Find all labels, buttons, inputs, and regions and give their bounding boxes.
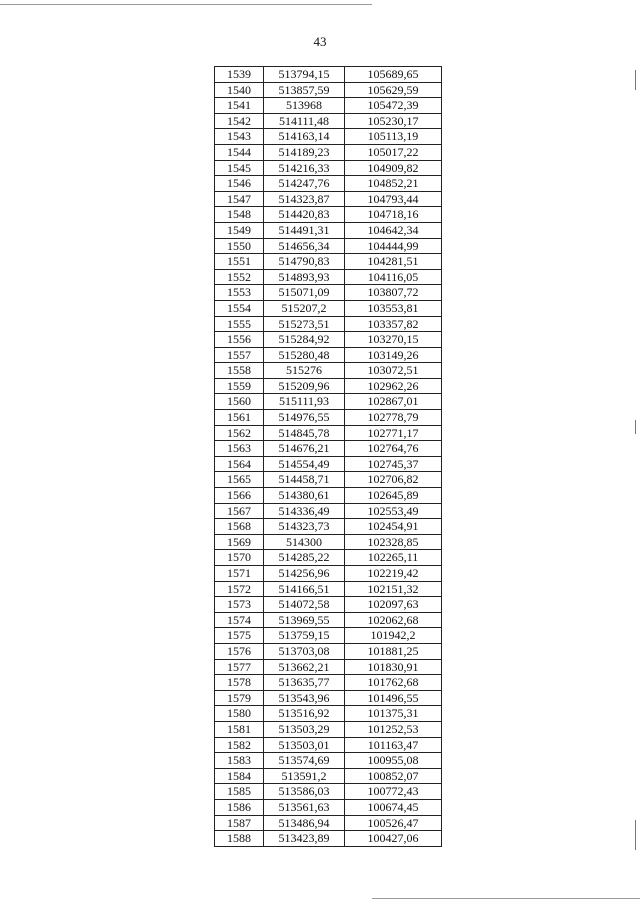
y-coordinate-cell: 104909,82 [345, 160, 442, 176]
x-coordinate-cell: 514247,76 [264, 176, 345, 192]
point-number-cell: 1576 [215, 643, 264, 659]
y-coordinate-cell: 101830,91 [345, 659, 442, 675]
point-number-cell: 1564 [215, 456, 264, 472]
table-row [215, 706, 442, 722]
table-row [215, 441, 442, 457]
y-coordinate-cell: 105017,22 [345, 144, 442, 160]
y-coordinate-cell: 102219,42 [345, 566, 442, 582]
point-number-cell: 1577 [215, 659, 264, 675]
y-coordinate-cell: 101942,2 [345, 628, 442, 644]
x-coordinate-cell: 513574,69 [264, 753, 345, 769]
page-number: 43 [313, 34, 327, 49]
point-number-cell: 1588 [215, 831, 264, 847]
table-row [215, 191, 442, 207]
y-coordinate-cell: 100772,43 [345, 784, 442, 800]
y-coordinate-cell: 102151,32 [345, 581, 442, 597]
x-coordinate-cell: 514323,87 [264, 191, 345, 207]
scan-edge-mark [635, 70, 636, 90]
table-row [215, 815, 442, 831]
y-coordinate-cell: 105230,17 [345, 113, 442, 129]
y-coordinate-cell: 104281,51 [345, 254, 442, 270]
table-row [215, 690, 442, 706]
x-coordinate-cell: 514656,34 [264, 238, 345, 254]
x-coordinate-cell: 514336,49 [264, 503, 345, 519]
point-number-cell: 1546 [215, 176, 264, 192]
point-number-cell: 1543 [215, 129, 264, 145]
table-row [215, 566, 442, 582]
x-coordinate-cell: 513586,03 [264, 784, 345, 800]
y-coordinate-cell: 100674,45 [345, 799, 442, 815]
table-row [215, 269, 442, 285]
point-number-cell: 1559 [215, 378, 264, 394]
x-coordinate-cell: 514976,55 [264, 410, 345, 426]
table-row [215, 144, 442, 160]
y-coordinate-cell: 104852,21 [345, 176, 442, 192]
y-coordinate-cell: 102778,79 [345, 410, 442, 426]
y-coordinate-cell: 102097,63 [345, 597, 442, 613]
y-coordinate-cell: 101163,47 [345, 737, 442, 753]
table-row [215, 784, 442, 800]
x-coordinate-cell: 513503,01 [264, 737, 345, 753]
y-coordinate-cell: 102706,82 [345, 472, 442, 488]
scan-edge-mark [635, 420, 636, 434]
y-coordinate-cell: 102645,89 [345, 488, 442, 504]
y-coordinate-cell: 103072,51 [345, 363, 442, 379]
point-number-cell: 1572 [215, 581, 264, 597]
x-coordinate-cell: 514893,93 [264, 269, 345, 285]
point-number-cell: 1566 [215, 488, 264, 504]
coordinates-table-body [215, 67, 442, 847]
x-coordinate-cell: 514166,51 [264, 581, 345, 597]
x-coordinate-cell: 513503,29 [264, 721, 345, 737]
x-coordinate-cell: 513635,77 [264, 675, 345, 691]
x-coordinate-cell: 514554,49 [264, 456, 345, 472]
x-coordinate-cell: 514256,96 [264, 566, 345, 582]
point-number-cell: 1565 [215, 472, 264, 488]
point-number-cell: 1550 [215, 238, 264, 254]
point-number-cell: 1553 [215, 285, 264, 301]
table-row [215, 67, 442, 83]
point-number-cell: 1556 [215, 332, 264, 348]
point-number-cell: 1542 [215, 113, 264, 129]
point-number-cell: 1548 [215, 207, 264, 223]
y-coordinate-cell: 101496,55 [345, 690, 442, 706]
table-row [215, 659, 442, 675]
table-row [215, 98, 442, 114]
table-row [215, 285, 442, 301]
point-number-cell: 1558 [215, 363, 264, 379]
table-row [215, 160, 442, 176]
x-coordinate-cell: 513543,96 [264, 690, 345, 706]
point-number-cell: 1585 [215, 784, 264, 800]
point-number-cell: 1571 [215, 566, 264, 582]
table-row [215, 597, 442, 613]
table-row [215, 675, 442, 691]
y-coordinate-cell: 105629,59 [345, 82, 442, 98]
point-number-cell: 1567 [215, 503, 264, 519]
x-coordinate-cell: 515111,93 [264, 394, 345, 410]
x-coordinate-cell: 514676,21 [264, 441, 345, 457]
y-coordinate-cell: 100955,08 [345, 753, 442, 769]
x-coordinate-cell: 515209,96 [264, 378, 345, 394]
x-coordinate-cell: 515276 [264, 363, 345, 379]
table-row [215, 768, 442, 784]
table-row [215, 82, 442, 98]
x-coordinate-cell: 515273,51 [264, 316, 345, 332]
y-coordinate-cell: 100427,06 [345, 831, 442, 847]
y-coordinate-cell: 103270,15 [345, 332, 442, 348]
x-coordinate-cell: 515207,2 [264, 300, 345, 316]
y-coordinate-cell: 104444,99 [345, 238, 442, 254]
y-coordinate-cell: 101375,31 [345, 706, 442, 722]
x-coordinate-cell: 513968 [264, 98, 345, 114]
point-number-cell: 1540 [215, 82, 264, 98]
scan-edge-bottom [372, 898, 640, 899]
x-coordinate-cell: 513759,15 [264, 628, 345, 644]
point-number-cell: 1549 [215, 222, 264, 238]
y-coordinate-cell: 102062,68 [345, 612, 442, 628]
point-number-cell: 1541 [215, 98, 264, 114]
point-number-cell: 1545 [215, 160, 264, 176]
y-coordinate-cell: 105113,19 [345, 129, 442, 145]
table-row [215, 643, 442, 659]
table-row [215, 721, 442, 737]
y-coordinate-cell: 105472,39 [345, 98, 442, 114]
x-coordinate-cell: 514285,22 [264, 550, 345, 566]
x-coordinate-cell: 515284,92 [264, 332, 345, 348]
x-coordinate-cell: 513516,92 [264, 706, 345, 722]
point-number-cell: 1574 [215, 612, 264, 628]
y-coordinate-cell: 102328,85 [345, 534, 442, 550]
y-coordinate-cell: 101252,53 [345, 721, 442, 737]
table-row [215, 831, 442, 847]
table-row [215, 456, 442, 472]
point-number-cell: 1557 [215, 347, 264, 363]
point-number-cell: 1562 [215, 425, 264, 441]
table-row [215, 347, 442, 363]
y-coordinate-cell: 102454,91 [345, 519, 442, 535]
y-coordinate-cell: 102745,37 [345, 456, 442, 472]
point-number-cell: 1580 [215, 706, 264, 722]
point-number-cell: 1584 [215, 768, 264, 784]
x-coordinate-cell: 513486,94 [264, 815, 345, 831]
point-number-cell: 1587 [215, 815, 264, 831]
x-coordinate-cell: 513423,89 [264, 831, 345, 847]
x-coordinate-cell: 513662,21 [264, 659, 345, 675]
point-number-cell: 1547 [215, 191, 264, 207]
table-row [215, 753, 442, 769]
point-number-cell: 1579 [215, 690, 264, 706]
point-number-cell: 1575 [215, 628, 264, 644]
table-row [215, 503, 442, 519]
y-coordinate-cell: 103357,82 [345, 316, 442, 332]
x-coordinate-cell: 513561,63 [264, 799, 345, 815]
y-coordinate-cell: 104793,44 [345, 191, 442, 207]
scan-edge-mark [635, 820, 636, 850]
point-number-cell: 1570 [215, 550, 264, 566]
table-row [215, 581, 442, 597]
x-coordinate-cell: 514072,58 [264, 597, 345, 613]
y-coordinate-cell: 101881,25 [345, 643, 442, 659]
table-row [215, 378, 442, 394]
table-row [215, 628, 442, 644]
point-number-cell: 1568 [215, 519, 264, 535]
y-coordinate-cell: 102771,17 [345, 425, 442, 441]
x-coordinate-cell: 514163,14 [264, 129, 345, 145]
table-row [215, 550, 442, 566]
point-number-cell: 1544 [215, 144, 264, 160]
table-row [215, 799, 442, 815]
table-row [215, 238, 442, 254]
point-number-cell: 1554 [215, 300, 264, 316]
y-coordinate-cell: 104718,16 [345, 207, 442, 223]
x-coordinate-cell: 514458,71 [264, 472, 345, 488]
table-row [215, 207, 442, 223]
table-row [215, 316, 442, 332]
y-coordinate-cell: 105689,65 [345, 67, 442, 83]
y-coordinate-cell: 102265,11 [345, 550, 442, 566]
y-coordinate-cell: 103149,26 [345, 347, 442, 363]
y-coordinate-cell: 103553,81 [345, 300, 442, 316]
coordinates-table [214, 66, 442, 847]
y-coordinate-cell: 104642,34 [345, 222, 442, 238]
y-coordinate-cell: 102764,76 [345, 441, 442, 457]
point-number-cell: 1569 [215, 534, 264, 550]
table-row [215, 113, 442, 129]
point-number-cell: 1555 [215, 316, 264, 332]
x-coordinate-cell: 513703,08 [264, 643, 345, 659]
point-number-cell: 1561 [215, 410, 264, 426]
x-coordinate-cell: 514380,61 [264, 488, 345, 504]
table-row [215, 410, 442, 426]
table-row [215, 129, 442, 145]
x-coordinate-cell: 513857,59 [264, 82, 345, 98]
table-row [215, 425, 442, 441]
x-coordinate-cell: 515280,48 [264, 347, 345, 363]
x-coordinate-cell: 514216,33 [264, 160, 345, 176]
point-number-cell: 1551 [215, 254, 264, 270]
x-coordinate-cell: 514300 [264, 534, 345, 550]
x-coordinate-cell: 514111,48 [264, 113, 345, 129]
scan-edge-top [0, 4, 372, 5]
x-coordinate-cell: 513794,15 [264, 67, 345, 83]
y-coordinate-cell: 102553,49 [345, 503, 442, 519]
table-row [215, 472, 442, 488]
point-number-cell: 1573 [215, 597, 264, 613]
table-row [215, 363, 442, 379]
table-row [215, 300, 442, 316]
x-coordinate-cell: 514790,83 [264, 254, 345, 270]
x-coordinate-cell: 513969,55 [264, 612, 345, 628]
x-coordinate-cell: 514420,83 [264, 207, 345, 223]
y-coordinate-cell: 100852,07 [345, 768, 442, 784]
x-coordinate-cell: 513591,2 [264, 768, 345, 784]
y-coordinate-cell: 101762,68 [345, 675, 442, 691]
table-row [215, 254, 442, 270]
table-row [215, 394, 442, 410]
y-coordinate-cell: 102962,26 [345, 378, 442, 394]
x-coordinate-cell: 514323,73 [264, 519, 345, 535]
point-number-cell: 1560 [215, 394, 264, 410]
point-number-cell: 1581 [215, 721, 264, 737]
x-coordinate-cell: 515071,09 [264, 285, 345, 301]
point-number-cell: 1586 [215, 799, 264, 815]
y-coordinate-cell: 102867,01 [345, 394, 442, 410]
y-coordinate-cell: 103807,72 [345, 285, 442, 301]
point-number-cell: 1552 [215, 269, 264, 285]
table-row [215, 612, 442, 628]
table-row [215, 488, 442, 504]
point-number-cell: 1578 [215, 675, 264, 691]
x-coordinate-cell: 514189,23 [264, 144, 345, 160]
point-number-cell: 1582 [215, 737, 264, 753]
table-row [215, 519, 442, 535]
table-row [215, 176, 442, 192]
point-number-cell: 1583 [215, 753, 264, 769]
table-row [215, 332, 442, 348]
x-coordinate-cell: 514491,31 [264, 222, 345, 238]
point-number-cell: 1539 [215, 67, 264, 83]
y-coordinate-cell: 104116,05 [345, 269, 442, 285]
table-row [215, 222, 442, 238]
table-row [215, 534, 442, 550]
table-row [215, 737, 442, 753]
y-coordinate-cell: 100526,47 [345, 815, 442, 831]
x-coordinate-cell: 514845,78 [264, 425, 345, 441]
point-number-cell: 1563 [215, 441, 264, 457]
